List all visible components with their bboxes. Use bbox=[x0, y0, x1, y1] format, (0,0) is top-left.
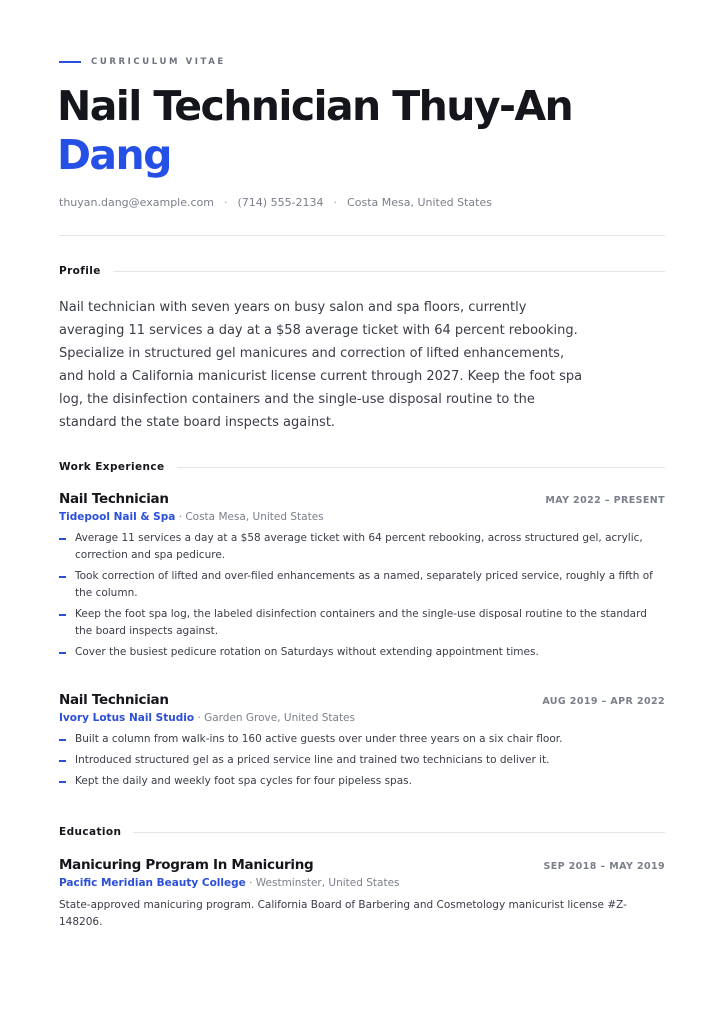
section-rule bbox=[133, 832, 665, 833]
job-location: · Costa Mesa, United States bbox=[175, 511, 324, 523]
bullet-dash bbox=[59, 739, 66, 741]
bullet-text: Took correction of lifted and over-filed enhancements as a named, separately priced service, roughly a fifth of the column. bbox=[75, 570, 653, 599]
bullet-item bbox=[59, 568, 665, 602]
contact-line bbox=[59, 196, 492, 209]
job-org bbox=[59, 712, 665, 724]
job-title: Nail Technician bbox=[59, 692, 169, 708]
kicker-rule bbox=[59, 61, 81, 63]
bullet-item bbox=[59, 644, 665, 661]
kicker-text: CURRICULUM VITAE bbox=[91, 57, 226, 67]
job-entry bbox=[59, 491, 665, 665]
bullet-item bbox=[59, 731, 665, 748]
kicker bbox=[59, 57, 226, 67]
contact-separator: · bbox=[333, 196, 338, 209]
name-last: Dang bbox=[57, 131, 171, 179]
bullet-text: Cover the busiest pedicure rotation on Saturdays without extending appointment times. bbox=[75, 646, 539, 658]
candidate-name bbox=[57, 82, 677, 180]
header-divider bbox=[59, 235, 665, 236]
bullet-item bbox=[59, 773, 665, 790]
section-heading-experience bbox=[59, 461, 665, 473]
bullet-item bbox=[59, 606, 665, 640]
job-dates: AUG 2019 – APR 2022 bbox=[542, 696, 665, 707]
bullet-item bbox=[59, 530, 665, 564]
section-label: Education bbox=[59, 826, 122, 838]
bullet-dash bbox=[59, 538, 66, 540]
profile-text: Nail technician with seven years on busy salon and spa floors, currently averaging 11 services a day at a $58 average ticket with 64 percent rebooking. Specialize in structured gel manicures and correction of lifted enhancements, and hold a California manicurist license current through 2027. Keep the foot spa log, the disinfection containers and the single-use disposal routine to the standard the state board inspects against. bbox=[59, 300, 583, 430]
bullet-text: Built a column from walk-ins to 160 active guests over under three years on a six chair floor. bbox=[75, 733, 563, 745]
contact-separator: · bbox=[224, 196, 228, 209]
section-label: Profile bbox=[59, 265, 101, 277]
education-description: State-approved manicuring program. California Board of Barbering and Cosmetology manicurist license #Z-148206. bbox=[59, 899, 627, 928]
contact-phone[interactable]: (714) 555-2134 bbox=[237, 196, 324, 209]
bullet-dash bbox=[59, 760, 66, 762]
job-bullets bbox=[59, 731, 665, 790]
contact-email[interactable]: thuyan.dang@example.com bbox=[59, 196, 214, 209]
education-school: Pacific Meridian Beauty College bbox=[59, 877, 246, 889]
job-org bbox=[59, 511, 665, 523]
job-company: Ivory Lotus Nail Studio bbox=[59, 712, 195, 724]
bullet-text: Keep the foot spa log, the labeled disinfection containers and the single-use disposal routine to the standard the board inspects against. bbox=[75, 608, 647, 637]
job-title: Nail Technician bbox=[59, 491, 169, 507]
section-heading-profile bbox=[59, 265, 665, 277]
bullet-dash bbox=[59, 614, 66, 616]
bullet-text: Kept the daily and weekly foot spa cycles for four pipeless spas. bbox=[75, 775, 412, 787]
job-company: Tidepool Nail & Spa bbox=[59, 511, 176, 523]
bullet-text: Average 11 services a day at a $58 average ticket with 64 percent rebooking, across structured gel, acrylic, correction and spa pedicure. bbox=[75, 532, 643, 561]
education-title: Manicuring Program In Manicuring bbox=[59, 857, 314, 873]
bullet-item bbox=[59, 752, 665, 769]
section-heading-education bbox=[59, 826, 665, 838]
job-entry bbox=[59, 692, 665, 794]
bullet-text: Introduced structured gel as a priced service line and trained two technicians to deliver it. bbox=[75, 754, 550, 766]
section-rule bbox=[177, 467, 665, 468]
education-location: · Westminster, United States bbox=[245, 877, 400, 889]
education-dates: SEP 2018 – MAY 2019 bbox=[543, 861, 665, 872]
bullet-dash bbox=[59, 576, 66, 578]
job-dates: MAY 2022 – PRESENT bbox=[545, 495, 665, 506]
section-rule bbox=[113, 271, 665, 272]
education-entry bbox=[59, 857, 665, 931]
bullet-dash bbox=[59, 781, 66, 783]
education-org bbox=[59, 877, 665, 889]
contact-location: Costa Mesa, United States bbox=[347, 196, 492, 209]
job-bullets bbox=[59, 530, 665, 661]
job-location: · Garden Grove, United States bbox=[194, 712, 355, 724]
name-first: Nail Technician Thuy-An bbox=[57, 82, 573, 130]
bullet-dash bbox=[59, 652, 66, 654]
section-label: Work Experience bbox=[59, 461, 165, 473]
